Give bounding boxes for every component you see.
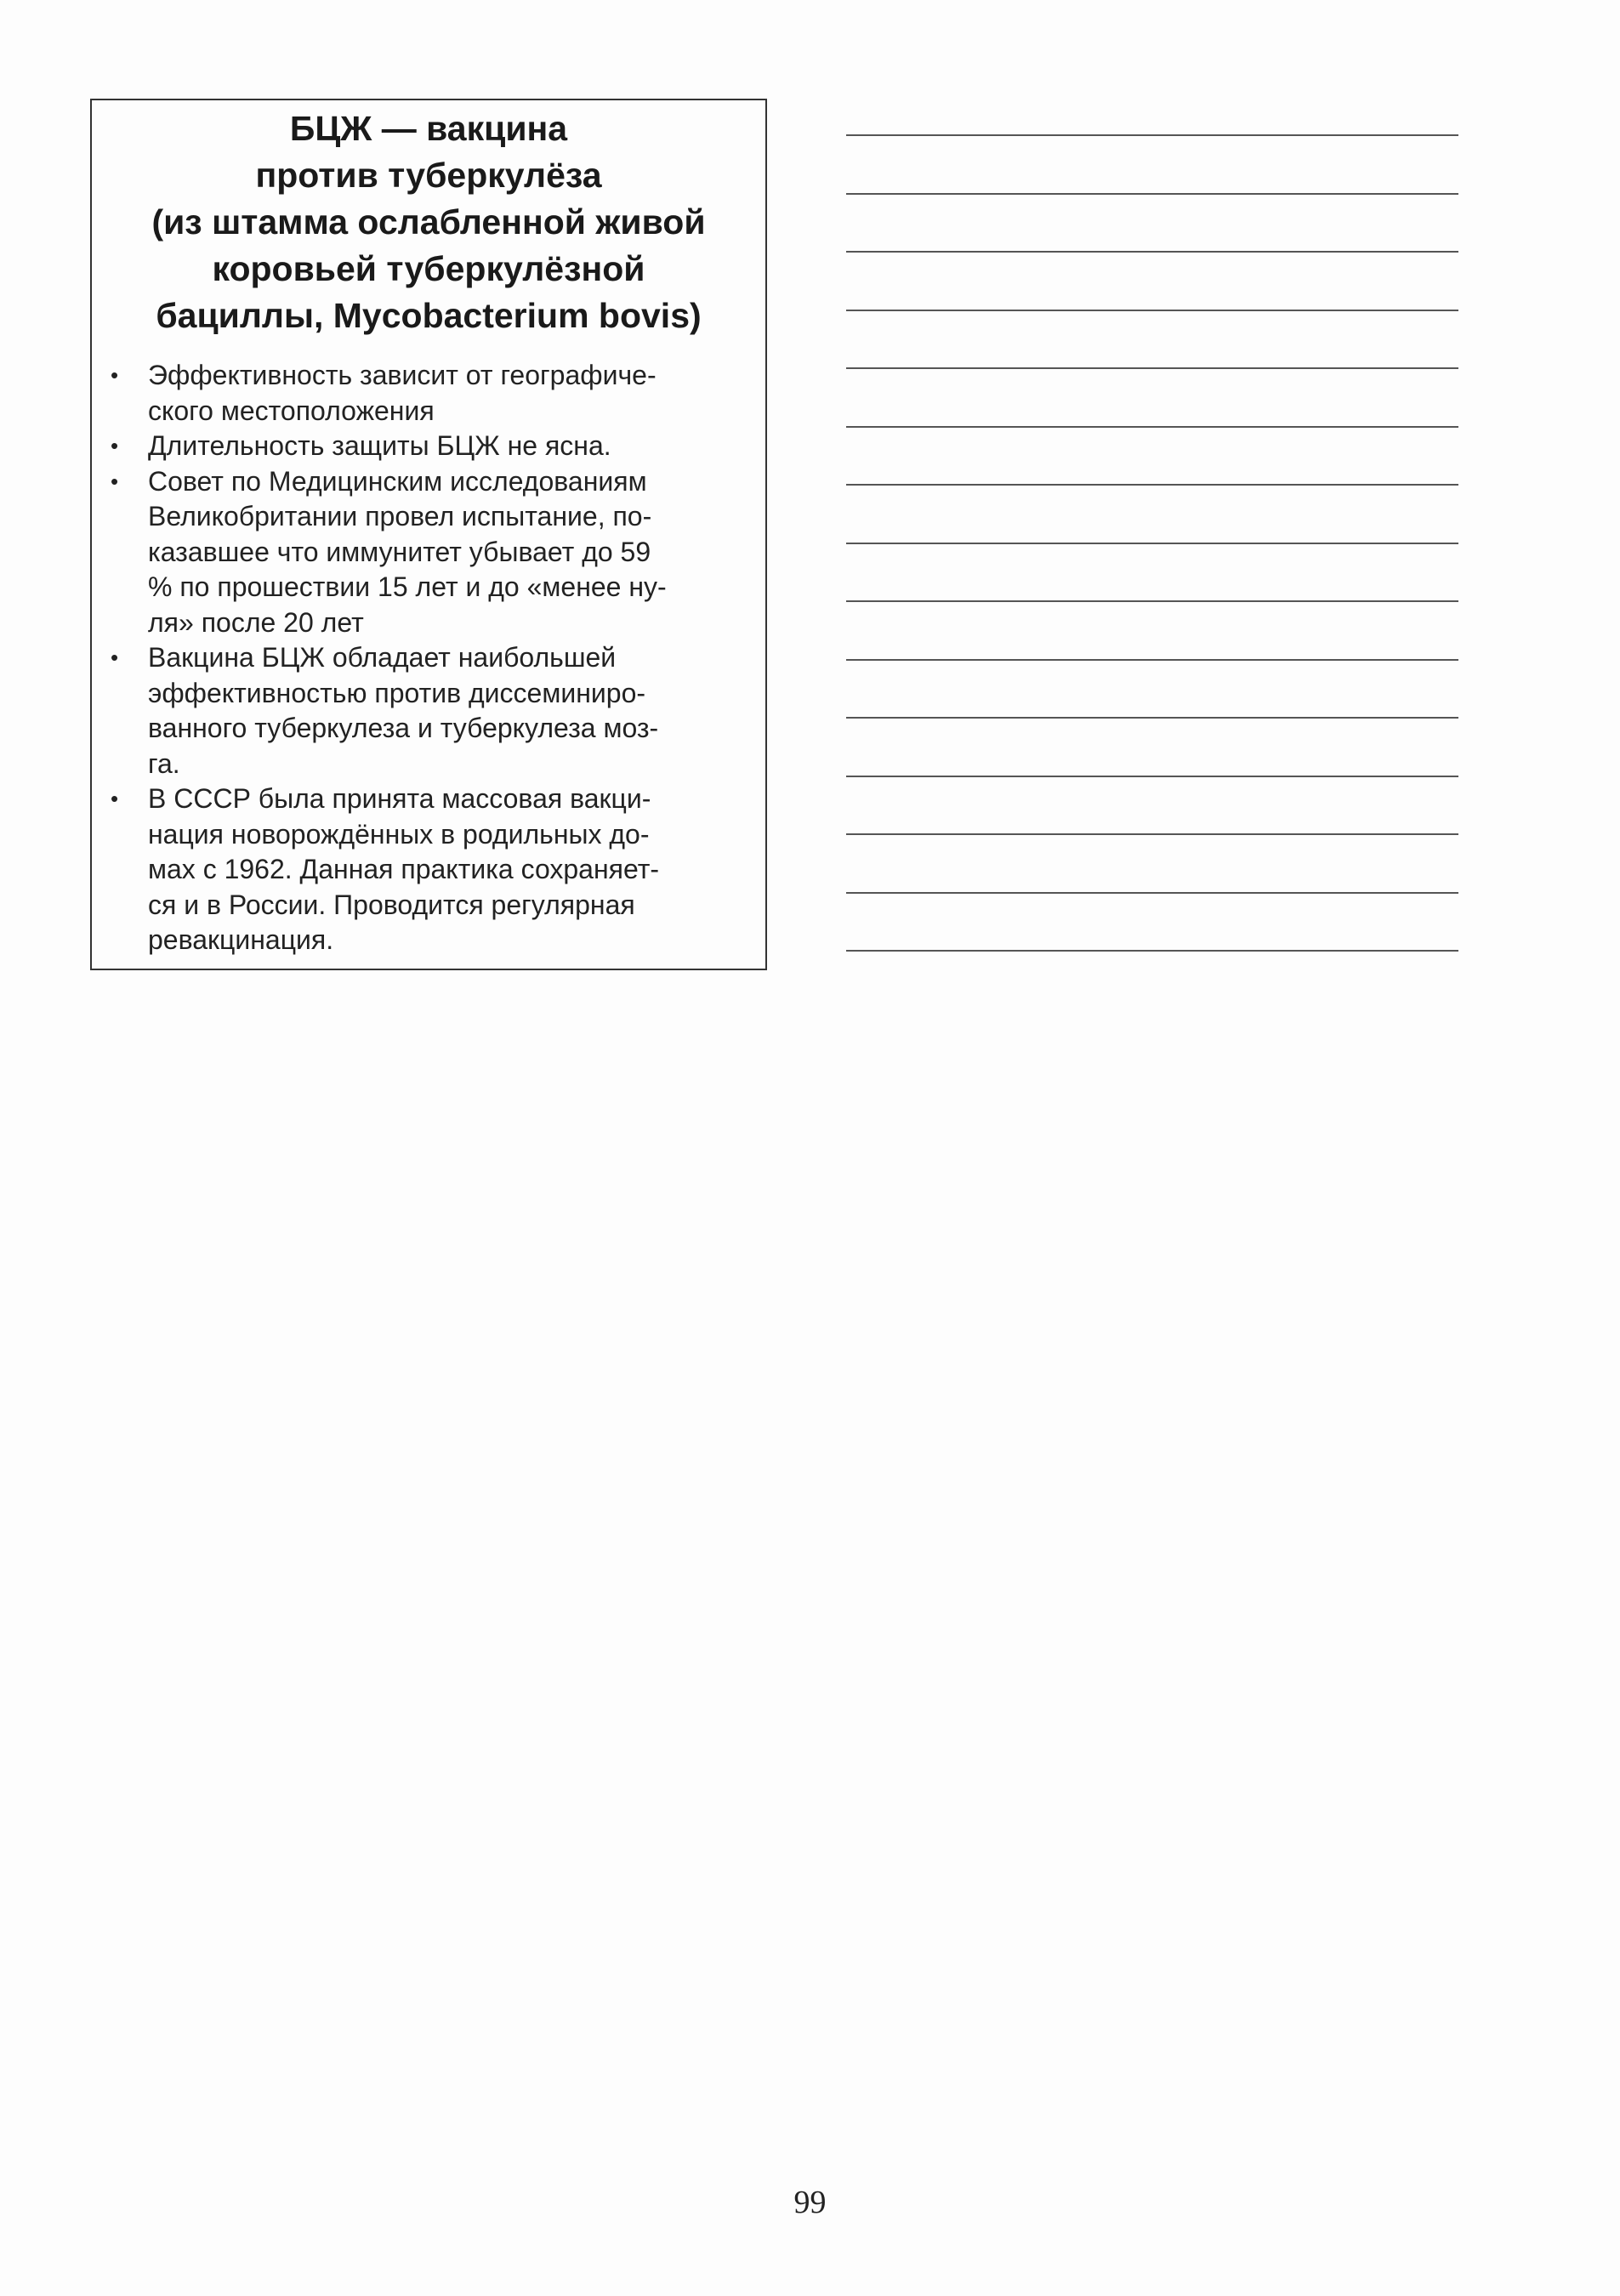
slide-title-line: БЦЖ — вакцина [289, 109, 568, 148]
slide-title-line: против туберкулёза [255, 156, 602, 195]
note-line [846, 776, 1458, 777]
note-line [846, 310, 1458, 311]
bullet-item [92, 358, 748, 429]
bullet-text-line: % по прошествии 15 лет и до «менее ну- [148, 571, 667, 602]
bullet-text-line: ся и в России. Проводится регулярная [148, 889, 635, 920]
bullet-icon: • [111, 645, 119, 670]
bullet-text-line: нация новорождённых в родильных до- [148, 818, 650, 850]
bullet-text-line: Совет по Медицинским исследованиям [148, 465, 647, 497]
note-line [846, 600, 1458, 602]
bullet-item [92, 781, 748, 958]
note-line [846, 193, 1458, 195]
bullet-text-line: казавшее что иммунитет убывает до 59 [148, 536, 651, 567]
slide-title-line: бациллы, Mycobacterium bovis) [156, 296, 702, 335]
bullet-text-line: га. [148, 747, 180, 779]
bullet-text-line: Великобритании провел испытание, по- [148, 501, 652, 531]
bullet-icon: • [111, 362, 119, 388]
bullet-text-line: ля» после 20 лет [148, 606, 364, 638]
bullet-text-line: В СССР была принята массовая вакци- [148, 783, 651, 814]
bullet-item [92, 429, 748, 464]
note-line [846, 484, 1458, 486]
note-line [846, 717, 1458, 719]
bullet-text-line: ванного туберкулеза и туберкулеза моз- [148, 713, 659, 743]
note-line [846, 134, 1458, 136]
slide-bullet-list [92, 358, 765, 958]
notes-ruled-lines [846, 134, 1458, 1009]
note-line [846, 367, 1458, 369]
bullet-icon: • [111, 786, 119, 811]
bullet-text-line: ревакцинация. [148, 924, 334, 955]
bullet-text-line: ского местоположения [148, 395, 435, 426]
bullet-icon: • [111, 433, 119, 458]
slide-title [92, 100, 765, 339]
page-number: 99 [793, 2185, 827, 2220]
bullet-item [92, 640, 748, 781]
note-line [846, 833, 1458, 835]
bullet-icon: • [111, 468, 119, 494]
slide-title-line: коровьей туберкулёзной [212, 249, 645, 288]
note-line [846, 892, 1458, 894]
bullet-text-line: Вакцина БЦЖ обладает наибольшей [148, 642, 617, 673]
bullet-text-line: эффективностью против диссеминиро- [148, 677, 646, 708]
note-line [846, 251, 1458, 253]
slide-printout [90, 99, 767, 970]
note-line [846, 659, 1458, 661]
slide-title-line: (из штамма ослабленной живой [151, 202, 706, 242]
bullet-item [92, 464, 748, 641]
note-line [846, 543, 1458, 544]
bullet-text-line: Эффективность зависит от географиче- [148, 360, 657, 390]
bullet-text-line: мах с 1962. Данная практика сохраняет- [148, 854, 660, 884]
bullet-text-line: Длительность защиты БЦЖ не ясна. [148, 430, 611, 461]
note-line [846, 950, 1458, 952]
note-line [846, 426, 1458, 428]
